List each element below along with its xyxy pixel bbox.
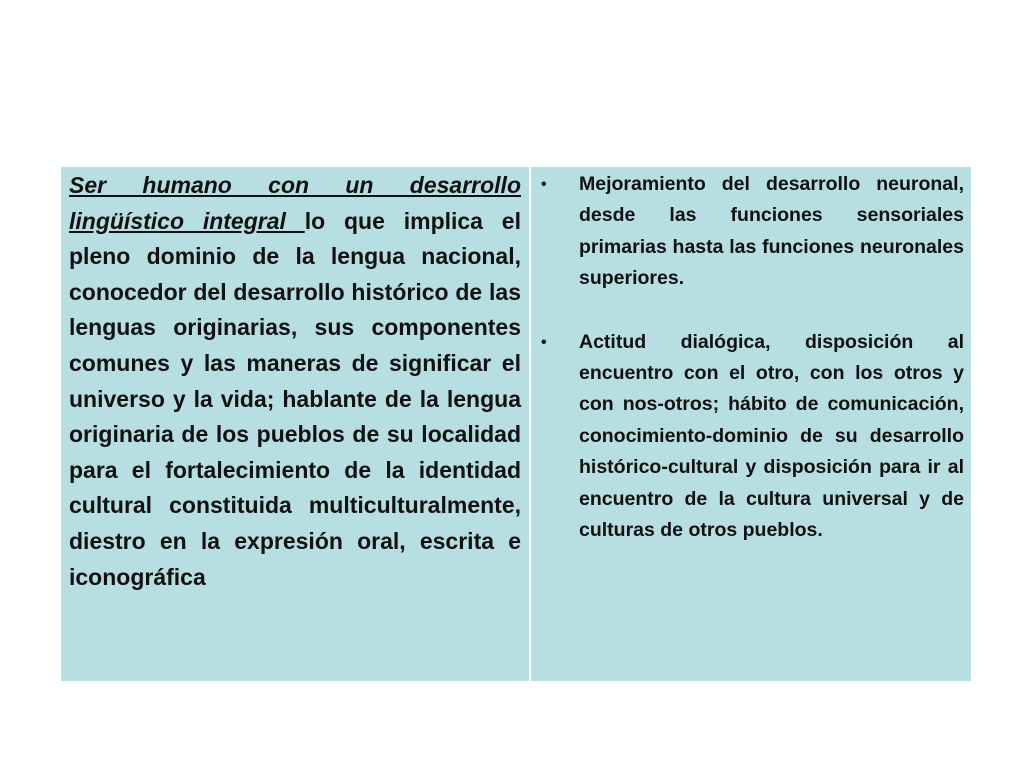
profile-body-text: lo que implica el pleno dominio de la lengua nacional, conocedor del desarrollo histórico de las lenguas originarias, sus componentes comunes y las maneras de significar el universo y la vida; hablante de la lengua originaria de los pueblos de su localidad para el fortalecimiento de la identidad cultural constituida multiculturalmente, diestro en la expresión oral, escrita e iconográfica: [69, 207, 521, 590]
profile-paragraph: [69, 168, 521, 595]
list-item-text: Actitud dialógica, disposición al encuentro con el otro, con los otros y con nos-otros; hábito de comunicación, conocimiento-dominio de su desarrollo histórico-cultural y disposición para ir al encuentro de la cultura universal y de culturas de otros pueblos.: [579, 330, 964, 542]
bullet-icon: •: [541, 176, 547, 193]
outcomes-list: [539, 169, 964, 546]
content-table: [61, 167, 971, 681]
list-item: [539, 169, 964, 295]
table-cell-outcomes: [531, 167, 971, 681]
profile-lead-text: Ser humano con un desarrollo lingüístico integral: [69, 172, 521, 234]
table-cell-profile: [61, 167, 529, 681]
bullet-icon: •: [541, 333, 547, 351]
list-item-text: Mejoramiento del desarrollo neuronal, desde las funciones sensoriales primarias hasta las funciones neuronales superiores.: [579, 173, 964, 290]
list-item: [539, 327, 964, 547]
